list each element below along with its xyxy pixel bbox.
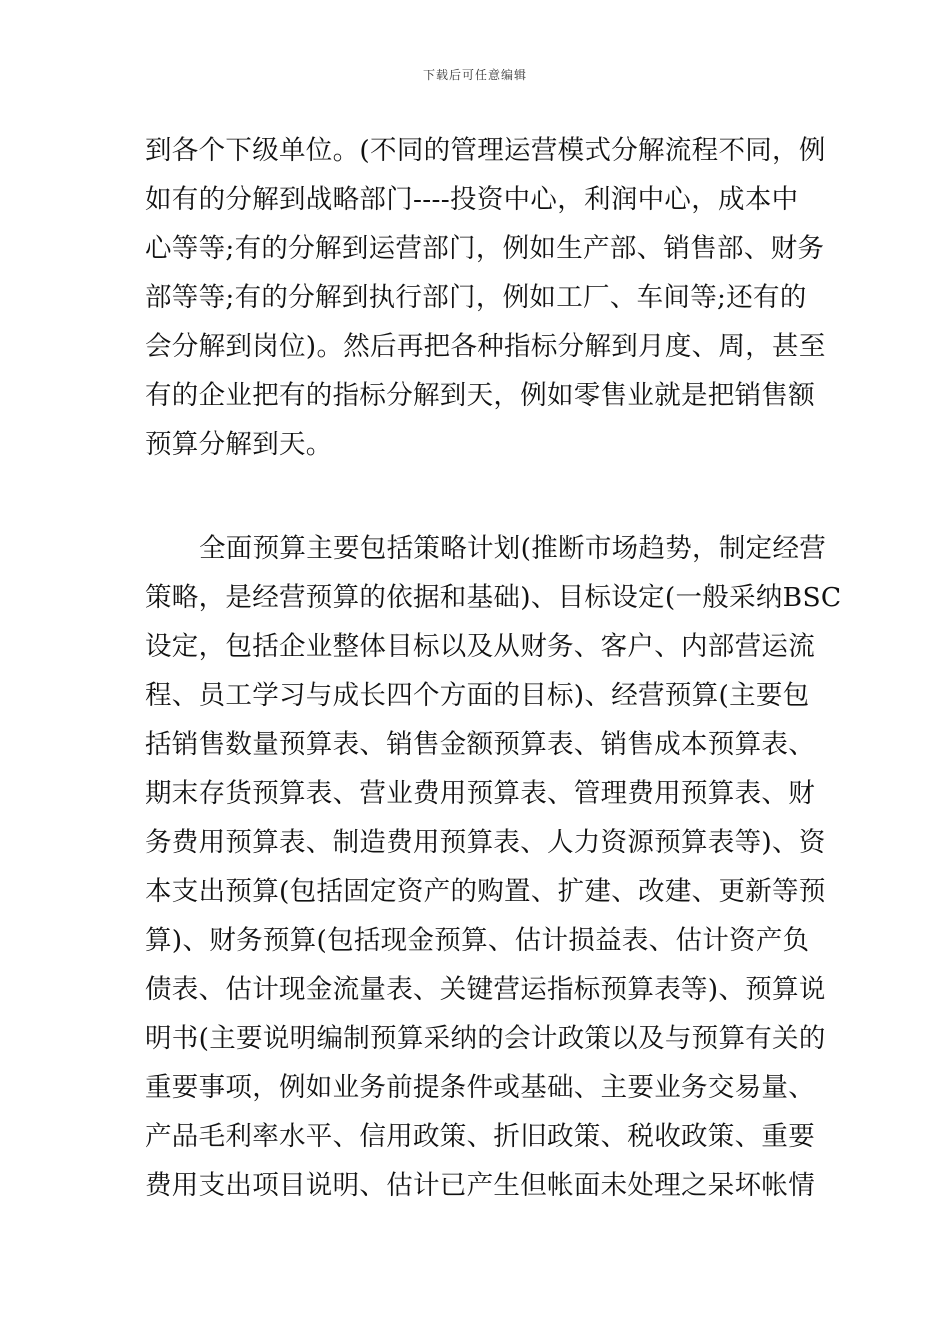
text-line: 有的企业把有的指标分解到天，例如零售业就是把销售额 xyxy=(145,380,815,411)
text-line: 债表、估计现金流量表、关键营运指标预算表等)、预算说 xyxy=(145,974,826,1005)
paragraph-1 xyxy=(145,126,826,469)
text-line: 策略，是经营预算的依据和基础)、目标设定(一般采纳BSC xyxy=(145,582,842,613)
text-line: 明书(主要说明编制预算采纳的会计政策以及与预算有关的 xyxy=(145,1023,826,1054)
text-line: 会分解到岗位)。然后再把各种指标分解到月度、周，甚至 xyxy=(145,331,826,362)
text-line: 到各个下级单位。(不同的管理运营模式分解流程不同，例 xyxy=(145,135,826,166)
text-line: 务费用预算表、制造费用预算表、人力资源预算表等)、资 xyxy=(145,827,826,858)
text-line: 重要事项，例如业务前提条件或基础、主要业务交易量、 xyxy=(145,1072,815,1103)
text-line: 产品毛利率水平、信用政策、折旧政策、税收政策、重要 xyxy=(145,1121,815,1152)
text-line: 括销售数量预算表、销售金额预算表、销售成本预算表、 xyxy=(145,729,815,760)
text-line: 预算分解到天。 xyxy=(145,429,333,460)
text-line: 心等等;有的分解到运营部门，例如生产部、销售部、财务 xyxy=(145,233,825,264)
text-line: 本支出预算(包括固定资产的购置、扩建、改建、更新等预 xyxy=(145,876,826,907)
text-line: 如有的分解到战略部门----投资中心，利润中心，成本中 xyxy=(145,184,799,215)
text-line: 算)、财务预算(包括现金预算、估计损益表、估计资产负 xyxy=(145,925,810,956)
text-line: 设定，包括企业整体目标以及从财务、客户、内部营运流 xyxy=(145,631,815,662)
paragraph-2 xyxy=(145,524,842,1210)
text-line-first: 全面预算主要包括策略计划(推断市场趋势，制定经营 xyxy=(199,533,827,564)
text-line: 程、员工学习与成长四个方面的目标)、经营预算(主要包 xyxy=(145,680,810,711)
text-line: 部等等;有的分解到执行部门，例如工厂、车间等;还有的 xyxy=(145,282,807,313)
text-line: 期末存货预算表、营业费用预算表、管理费用预算表、财 xyxy=(145,778,815,809)
text-line: 费用支出项目说明、估计已产生但帐面未处理之呆坏帐情 xyxy=(145,1170,815,1201)
header-note: 下载后可任意编辑 xyxy=(422,68,527,82)
